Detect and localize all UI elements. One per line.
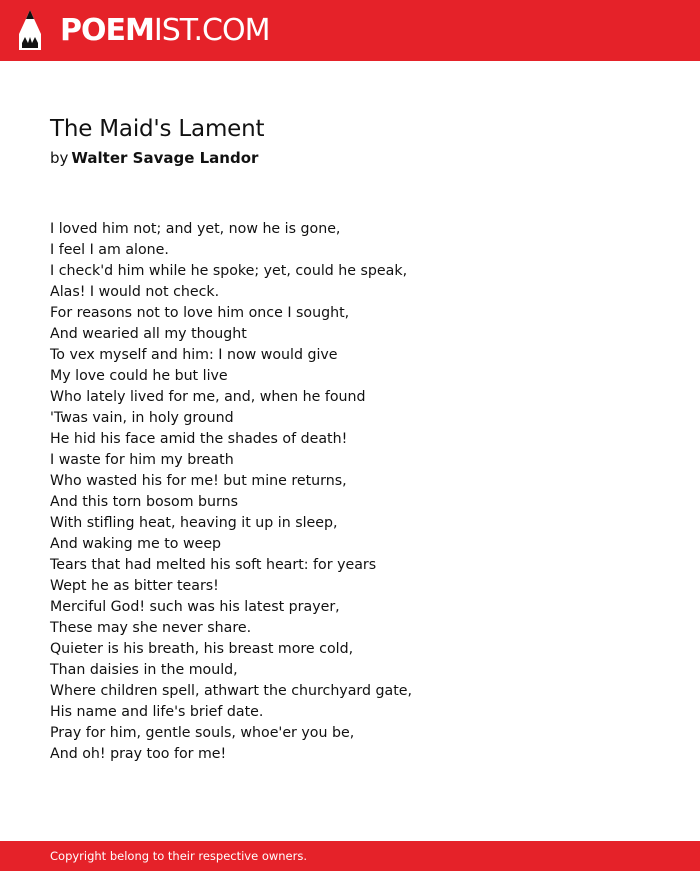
poem-line: His name and life's brief date. <box>50 704 264 720</box>
poem-line: I check'd him while he spoke; yet, could he speak, <box>50 263 408 279</box>
by-label: by <box>50 149 69 167</box>
poem-body <box>50 219 412 765</box>
poem-line: He hid his face amid the shades of death! <box>50 431 348 447</box>
poem-line: I feel I am alone. <box>50 242 169 258</box>
poem-line: I loved him not; and yet, now he is gone, <box>50 221 341 237</box>
poem-line: Alas! I would not check. <box>50 284 220 300</box>
byline <box>50 149 258 167</box>
poem-line: Wept he as bitter tears! <box>50 578 219 594</box>
poem-line: And oh! pray too for me! <box>50 746 227 762</box>
author-name: Walter Savage Landor <box>71 149 259 167</box>
poem-line: For reasons not to love him once I sought, <box>50 305 350 321</box>
logo-text-bold: POEM <box>60 13 154 48</box>
poem-line: With stifling heat, heaving it up in sleep, <box>50 515 338 531</box>
poem-line: To vex myself and him: I now would give <box>50 347 338 363</box>
poem-line: Pray for him, gentle souls, whoe'er you be, <box>50 725 355 741</box>
copyright-text: Copyright belong to their respective owners. <box>50 849 308 863</box>
poem-line: Merciful God! such was his latest prayer, <box>50 599 340 615</box>
logo-wordmark <box>60 10 269 52</box>
poem-line: Who wasted his for me! but mine returns, <box>50 473 347 489</box>
poem-line: And wearied all my thought <box>50 326 247 342</box>
site-logo[interactable] <box>17 10 269 52</box>
poem-line: I waste for him my breath <box>50 452 234 468</box>
poem-line: 'Twas vain, in holy ground <box>50 410 234 426</box>
poem-title: The Maid's Lament <box>50 116 265 142</box>
poem-line: And this torn bosom burns <box>50 494 238 510</box>
poem-line: Where children spell, athwart the churchyard gate, <box>50 683 413 699</box>
footer-bar <box>0 841 700 871</box>
header-bar <box>0 0 700 61</box>
poem-line: Who lately lived for me, and, when he found <box>50 389 366 405</box>
logo-text-light: IST.COM <box>153 13 270 48</box>
poem-line: These may she never share. <box>50 620 252 636</box>
poem-line: Tears that had melted his soft heart: for years <box>50 557 377 573</box>
poem-line: My love could he but live <box>50 368 228 384</box>
poem-line: And waking me to weep <box>50 536 222 552</box>
poem-line: Than daisies in the mould, <box>50 662 238 678</box>
poem-line: Quieter is his breath, his breast more cold, <box>50 641 354 657</box>
pencil-tip-icon <box>17 10 43 52</box>
